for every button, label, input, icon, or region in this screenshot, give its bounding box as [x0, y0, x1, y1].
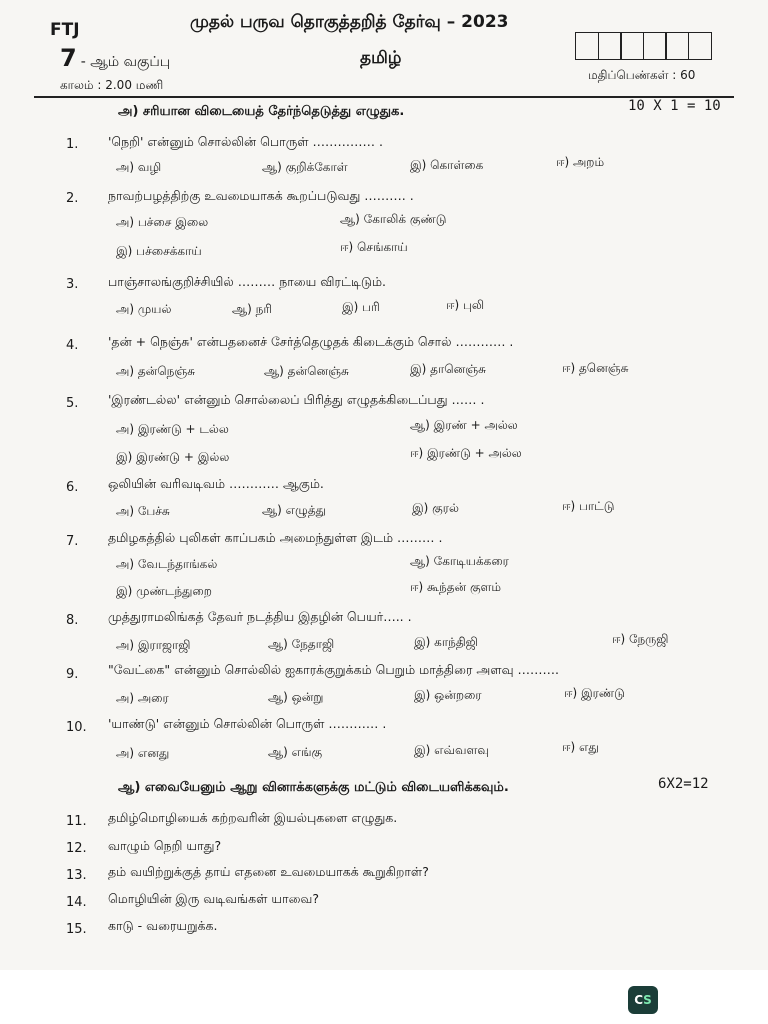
option-b: ஆ) கோலிக் குண்டு	[340, 212, 447, 226]
question-number: 10.	[66, 720, 87, 735]
question-number: 11.	[66, 814, 87, 829]
question-text: "வேட்கை" என்னும் சொல்லில் ஐகாரக்குறுக்கம் பெறும் மாத்திரை அளவு ……….	[108, 662, 559, 677]
question-text: தமிழகத்தில் புலிகள் காப்பகம் அமைந்துள்ள இடம் ……… .	[108, 530, 443, 545]
section-a-score: 10 X 1 = 10	[628, 98, 721, 114]
option-b: ஆ) எழுத்து	[262, 503, 327, 517]
question-text: ஒலியின் வரிவடிவம் ………… ஆகும்.	[108, 476, 324, 491]
option-d: ஈ) தனெஞ்சு	[562, 361, 629, 375]
section-b-score: 6X2=12	[658, 776, 709, 792]
option-d: ஈ) எது	[562, 740, 599, 754]
option-a: அ) வேடந்தாங்கல்	[116, 557, 218, 571]
question-text: 'தன் + நெஞ்சு' என்பதனைச் சேர்த்தெழுதக் கிடைக்கும் சொல் ………… .	[108, 334, 514, 349]
question-number: 12.	[66, 841, 87, 856]
question-text: முத்துராமலிங்கத் தேவர் நடத்திய இதழின் பெயர்….. .	[108, 609, 412, 624]
question-number: 4.	[66, 338, 79, 353]
option-c: இ) குரல்	[412, 501, 459, 515]
paper-code: FTJ	[50, 20, 80, 40]
option-c: இ) கொள்கை	[410, 158, 484, 172]
option-d: ஈ) அறம்	[556, 155, 605, 169]
register-box	[688, 32, 712, 60]
camscanner-logo	[628, 986, 658, 1014]
option-a: அ) பேச்சு	[116, 504, 170, 518]
option-d: ஈ) செங்காய்	[340, 240, 408, 254]
question-text: தம் வயிற்றுக்குத் தாய் எதனை உவமையாகக் கூறுகிறாள்?	[108, 864, 429, 879]
option-a: அ) இரண்டு + டல்ல	[116, 422, 229, 436]
option-c: இ) ஒன்றரை	[414, 688, 482, 702]
option-b: ஆ) நரி	[232, 302, 273, 316]
option-c: இ) பச்சைக்காய்	[116, 244, 202, 258]
option-d: ஈ) கூந்தன் குளம்	[410, 580, 502, 594]
register-box	[665, 32, 689, 60]
option-c: இ) இரண்டு + இல்ல	[116, 450, 230, 464]
option-b: ஆ) எங்கு	[268, 745, 323, 759]
question-text: 'யாண்டு' என்னும் சொல்லின் பொருள் ………… .	[108, 716, 387, 731]
option-d: ஈ) இரண்டு	[564, 686, 625, 700]
exam-duration: காலம் : 2.00 மணி	[60, 78, 164, 92]
option-c: இ) தானெஞ்சு	[410, 362, 486, 376]
question-number: 5.	[66, 396, 79, 411]
section-a-heading: அ) சரியான விடையைத் தேர்ந்தெடுத்து எழுதுக.	[118, 104, 405, 119]
option-a: அ) முயல்	[116, 302, 172, 316]
question-text: 'இரண்டல்ல' என்னும் சொல்லைப் பிரித்து எழுதக்கிடைப்பது …… .	[108, 392, 485, 407]
register-box	[620, 32, 644, 60]
exam-title: முதல் பருவ தொகுத்தறித் தேர்வு – 2023	[190, 12, 509, 32]
option-b: ஆ) குறிக்கோள்	[262, 160, 348, 174]
option-a: அ) பச்சை இலை	[116, 215, 209, 229]
total-marks: மதிப்பெண்கள் : 60	[588, 68, 696, 82]
question-text: மொழியின் இரு வடிவங்கள் யாவை?	[108, 891, 320, 906]
question-text: பாஞ்சாலங்குறிச்சியில் ……… நாயை விரட்டிடும்.	[108, 274, 387, 289]
option-c: இ) முண்டந்துறை	[116, 584, 212, 598]
question-number: 2.	[66, 191, 79, 206]
question-number: 3.	[66, 277, 79, 292]
logo-letter-c: C	[634, 993, 644, 1007]
register-box	[598, 32, 622, 60]
option-a: அ) அரை	[116, 691, 169, 705]
option-a: அ) வழி	[116, 160, 162, 174]
question-number: 6.	[66, 480, 79, 495]
grade-text: - ஆம் வகுப்பு	[80, 54, 171, 70]
option-c: இ) காந்திஜி	[414, 635, 478, 649]
option-b: ஆ) கோடியக்கரை	[410, 554, 509, 568]
question-text: காடு - வரையறுக்க.	[108, 918, 218, 933]
question-number: 9.	[66, 667, 79, 682]
option-a: அ) எனது	[116, 746, 170, 760]
option-b: ஆ) ஒன்று	[268, 690, 324, 704]
logo-letter-s: S	[643, 993, 652, 1007]
option-d: ஈ) பாட்டு	[562, 499, 615, 513]
question-number: 14.	[66, 895, 87, 910]
question-number: 13.	[66, 868, 87, 883]
question-text: தமிழ்மொழியைக் கற்றவரின் இயல்புகளை எழுதுக.	[108, 810, 398, 825]
question-text: 'நெறி' என்னும் சொல்லின் பொருள் …………… .	[108, 134, 383, 149]
register-box	[575, 32, 599, 60]
question-text: வாழும் நெறி யாது?	[108, 838, 222, 853]
option-d: ஈ) நேருஜி	[612, 632, 669, 646]
question-number: 7.	[66, 534, 79, 549]
question-number: 8.	[66, 613, 79, 628]
subject-title: தமிழ்	[360, 48, 402, 68]
section-b-heading: ஆ) எவையேனும் ஆறு வினாக்களுக்கு மட்டும் விடையளிக்கவும்.	[118, 780, 509, 795]
option-b: ஆ) இரண் + அல்ல	[410, 418, 518, 432]
option-c: இ) எவ்வளவு	[414, 743, 489, 757]
option-a: அ) தன்நெஞ்சு	[116, 364, 196, 378]
option-d: ஈ) புலி	[446, 298, 485, 312]
grade-number: 7	[60, 44, 77, 72]
question-number: 1.	[66, 137, 79, 152]
register-number-boxes	[575, 32, 710, 60]
question-text: நாவற்பழத்திற்கு உவமையாகக் கூறப்படுவது ………. .	[108, 188, 414, 203]
option-a: அ) இராஜாஜி	[116, 638, 191, 652]
option-d: ஈ) இரண்டு + அல்ல	[410, 446, 522, 460]
register-box	[643, 32, 667, 60]
option-b: ஆ) தன்னெஞ்சு	[264, 364, 349, 378]
option-b: ஆ) நேதாஜி	[268, 637, 335, 651]
question-number: 15.	[66, 922, 87, 937]
grade-label	[60, 44, 170, 72]
option-c: இ) பரி	[342, 300, 380, 314]
